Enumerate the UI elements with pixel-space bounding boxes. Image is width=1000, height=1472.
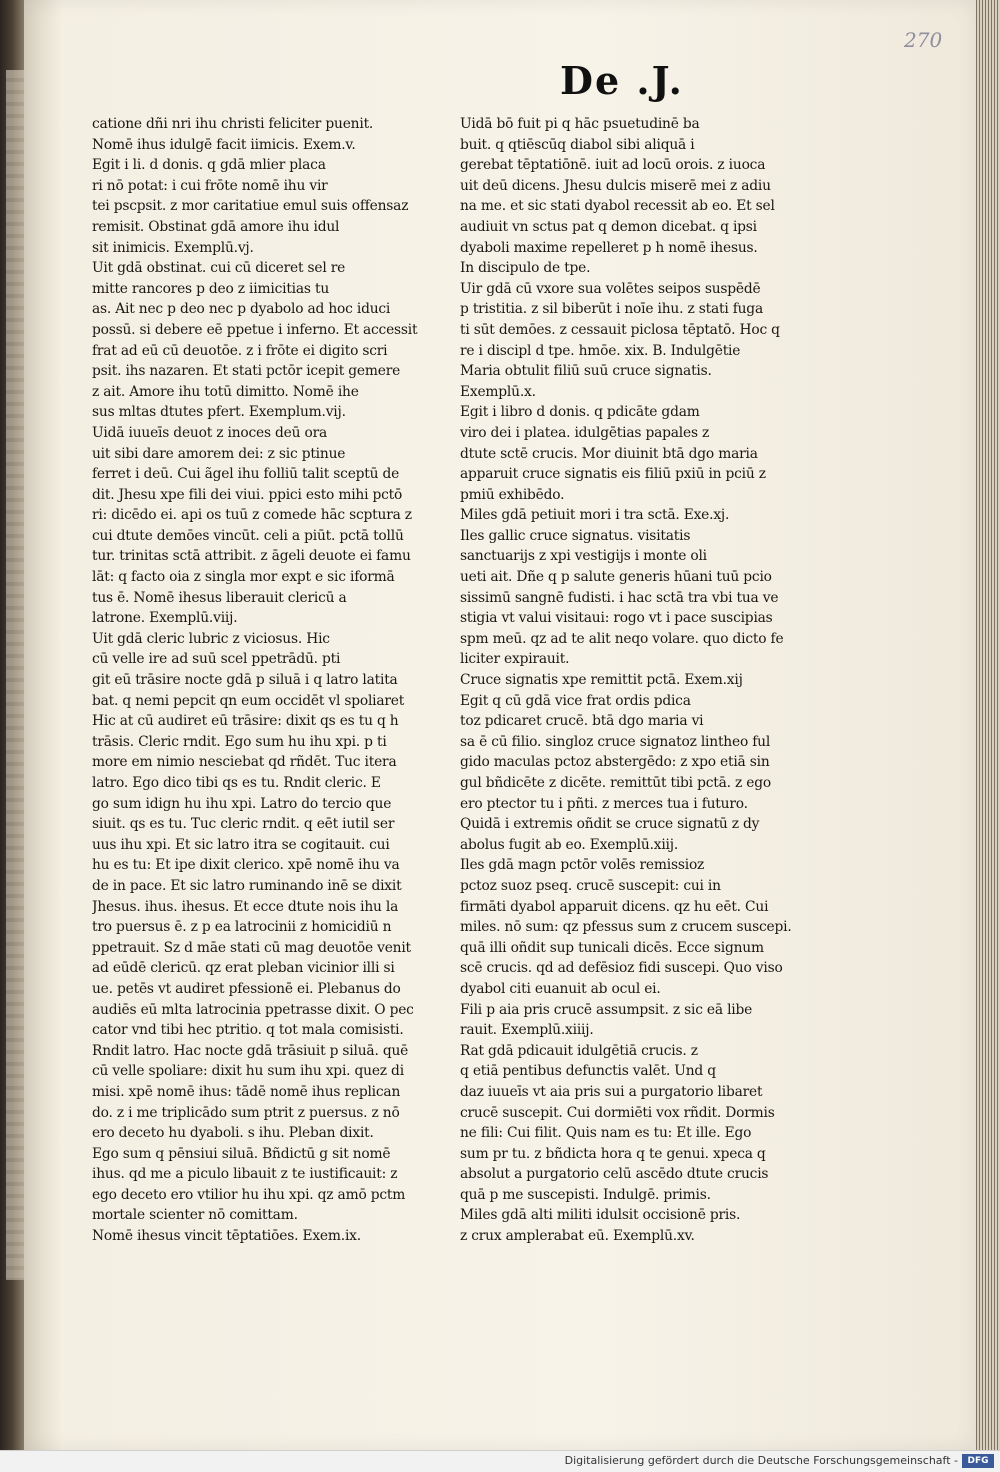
text-line: dtute sctē crucis. Mor diuinit btā dgo maria [460, 445, 758, 462]
text-line: re i discipl d tpe. hmōe. xix. B. Indulgētie [460, 342, 741, 359]
text-line: sanctuarijs z xpi vestigijs i monte oli [460, 548, 707, 565]
text-line: misi. xpē nomē ihus: tādē nomē ihus replican [92, 1083, 401, 1100]
text-line: tur. trinitas sctā attribit. z āgeli deuote ei famu [92, 548, 411, 565]
text-line: ero deceto hu dyaboli. s ihu. Pleban dixit. [92, 1125, 374, 1142]
text-line: ri nō potat: i cui frōte nomē ihu vir [92, 177, 328, 194]
text-line: psit. ihs nazaren. Et stati pctōr icepit gemere [92, 363, 401, 380]
text-line: Exemplū.x. [460, 383, 536, 400]
text-line: lāt: q facto oia z singla mor expt e sic iformā [92, 569, 395, 586]
text-line: Miles gdā alti militi idulsit occisionē pris. [460, 1207, 741, 1224]
text-line: ferret i deū. Cui ãgel ihu folliū talit sceptū de [92, 466, 400, 483]
text-line: ad eūdē clericū. qz erat pleban vicinior illi si [92, 960, 395, 977]
text-line: siuit. qs es tu. Tuc cleric rndit. q eēt iutil ser [92, 816, 395, 833]
text-line: liciter expirauit. [460, 651, 570, 668]
text-line: abolus fugit ab eo. Exemplū.xiij. [460, 836, 679, 853]
text-line: sus mltas dtutes pfert. Exemplum.vij. [92, 404, 346, 421]
text-line: mitte rancores p deo z iimicitias tu [92, 280, 330, 297]
text-line: miles. nō sum: qz pfessus sum z crucem suscepi. [460, 919, 792, 936]
text-line: more em nimio nesciebat qd rñdēt. Tuc itera [92, 754, 397, 771]
text-line: viro dei i platea. idulgētias papales z [460, 424, 710, 441]
text-line: absolut a purgatorio celū ascēdo dtute crucis [460, 1166, 769, 1183]
text-line: daz iuueīs vt aia pris sui a purgatorio libaret [460, 1083, 763, 1100]
text-line: tus ē. Nomē ihesus liberauit clericū a [92, 589, 347, 606]
funding-notice: Digitalisierung gefördert durch die Deutsche Forschungsgemeinschaft - [564, 1454, 958, 1467]
text-line: tro puersus ē. z p ea latrocinii z homicidiū n [92, 919, 392, 936]
text-line: cui dtute demōes vincūt. celi a piūt. pctā tollū [92, 527, 404, 544]
text-line: remisit. Obstinat gdā amore ihu idul [92, 218, 340, 235]
text-line: stigia vt valui visitaui: rogo vt i pace suscipias [460, 610, 773, 627]
text-line: Nomē ihesus vincit tēptatiōes. Exem.ix. [92, 1228, 361, 1245]
text-line: dyaboli maxime repelleret p h nomē ihesus. [460, 239, 758, 256]
text-line: cū velle spoliare: dixit hu sum ihu xpi. quez di [92, 1063, 404, 1080]
text-line: do. z i me triplicādo sum ptrit z puersus. z nō [92, 1104, 400, 1121]
text-line: Nomē ihus idulgē facit iimicis. Exem.v. [92, 136, 356, 153]
text-line: toz pdicaret crucē. btā dgo maria vi [460, 713, 704, 730]
text-line: bat. q nemi pepcit qn eum occidēt vl spoliaret [92, 692, 405, 709]
text-line: rauit. Exemplū.xiiij. [460, 1022, 594, 1039]
text-line: ihus. qd me a piculo libauit z te iustificauit: z [92, 1166, 398, 1183]
text-line: sit inimicis. Exemplū.vj. [92, 239, 254, 256]
text-line: ueti ait. Dñe q p salute generis hūani tuū pcio [460, 569, 772, 586]
text-line: ti sūt demōes. z cessauit piclosa tēptatō. Hoc q [460, 321, 780, 338]
text-line: Uidā bō fuit pi q hāc psuetudinē ba [460, 116, 700, 132]
text-line: tei pscpsit. z mor caritatiue emul suis offensaz [92, 198, 409, 215]
text-line: git eū trāsire nocte gdā p siluā i q latro latita [92, 672, 398, 689]
text-line: crucē suscepit. Cui dormiēti vox rñdit. Dormis [460, 1104, 775, 1121]
page-stack-edge [976, 0, 1000, 1450]
text-column-right [460, 114, 798, 1247]
text-line: ero ptector tu i pñti. z merces tua i futuro. [460, 795, 748, 812]
text-line: quā illi oñdit sup tunicali dicēs. Ecce signum [460, 939, 764, 956]
text-line: ppetrauit. Sz d māe stati cū mag deuotōe venit [92, 939, 411, 956]
text-line: uit sibi dare amorem dei: z sic ptinue [92, 445, 346, 462]
text-line: audiēs eū mlta latrocinia ppetrasse dixit. O pec [92, 1001, 414, 1018]
text-line: latro. Ego dico tibi qs es tu. Rndit cleric. E [92, 775, 381, 791]
text-line: ri: dicēdo ei. api os tuū z comede hāc scptura z [92, 507, 412, 524]
text-line: na me. et sic stati dyabol recessit ab eo. Et sel [460, 198, 775, 215]
text-line: Quidā i extremis oñdit se cruce signatū z dy [460, 816, 760, 833]
text-line: mortale scienter nō comittam. [92, 1207, 298, 1224]
text-line: buit. q qtiēscūq diabol sibi aliquā i [460, 136, 695, 153]
text-line: pctoz suoz pseq. crucē suscepit: cui in [460, 877, 721, 894]
text-line: scē crucis. qd ad defēsioz fidi suscepi. Quo viso [460, 960, 783, 977]
dfg-logo: DFG [962, 1454, 994, 1468]
text-line: hu es tu: Et ipe dixit clerico. xpē nomē ihu va [92, 857, 400, 874]
text-line: p tristitia. z sil biberūt i noīe ihu. z stati fuga [460, 301, 763, 318]
text-line: Uit gdā obstinat. cui cū diceret sel re [92, 260, 346, 277]
text-line: Iles gallic cruce signatus. visitatis [460, 527, 691, 544]
text-line: Fili p aia pris crucē assumpsit. z sic eā libe [460, 1001, 753, 1018]
text-line: sa ē cū filio. singloz cruce signatoz lintheo ful [460, 733, 771, 750]
text-line: catione dñi nri ihu christi feliciter puenit. [92, 116, 374, 132]
text-line: Egit i li. d donis. q gdā mlier placa [92, 157, 326, 174]
text-line: audiuit vn sctus pat q demon dicebat. q ipsi [460, 218, 757, 235]
text-line: Uidā iuueīs deuot z inoces deū ora [92, 424, 328, 441]
text-line: ne fili: Cui filit. Quis nam es tu: Et ille. Ego [460, 1125, 752, 1142]
text-line: Hic at cū audiret eū trāsire: dixit qs es tu q h [92, 713, 399, 730]
text-line: Egit q cū gdā vice frat ordis pdica [460, 692, 691, 709]
text-line: z crux amplerabat eū. Exemplū.xv. [460, 1228, 695, 1245]
text-line: cū velle ire ad suū scel ppetrādū. pti [92, 651, 341, 668]
text-line: latrone. Exemplū.viij. [92, 610, 238, 627]
running-head: De .J. [560, 58, 684, 103]
text-line: Ego sum q pēnsiui siluā. Bñdictū g sit nomē [92, 1145, 391, 1162]
folio-number: 270 [904, 28, 943, 52]
text-line: apparuit cruce signatis eis filiū pxiū in pciū z [460, 466, 766, 483]
text-line: z ait. Amore ihu totū dimitto. Nomē ihe [92, 383, 359, 400]
text-line: uus ihu xpi. Et sic latro itra se cogitauit. cui [92, 836, 390, 853]
text-line: possū. si debere eē ppetue i inferno. Et accessit [92, 321, 418, 338]
text-line: In discipulo de tpe. [460, 260, 591, 277]
text-line: gul bñdicēte z dicēte. remittūt tibi pctā. z ego [460, 775, 771, 791]
text-line: Egit i libro d donis. q pdicāte gdam [460, 404, 700, 421]
text-line: pmiū exhibēdo. [460, 486, 565, 503]
text-line: ego deceto ero vtilior hu ihu xpi. qz amō pctm [92, 1186, 406, 1203]
text-line: gerebat tēptatiōnē. iuit ad locū orois. z iuoca [460, 157, 766, 174]
text-line: de in pace. Et sic latro ruminando inē se dixit [92, 877, 402, 894]
text-line: Maria obtulit filiū suū cruce signatis. [460, 363, 712, 380]
text-line: ue. petēs vt audiret pfessionē ei. Plebanus do [92, 980, 401, 997]
footer-bar [0, 1450, 1000, 1472]
text-line: sum pr tu. z bñdicta hora q te genui. xpeca q [460, 1145, 766, 1162]
text-line: Rat gdā pdicauit idulgētiā crucis. z [460, 1042, 698, 1059]
text-line: uit deū dicens. Jhesu dulcis miserē mei z adiu [460, 177, 771, 194]
text-line: gido maculas pctoz abstergēdo: z xpo etiā sin [460, 754, 770, 771]
text-line: trāsis. Cleric rndit. Ego sum hu ihu xpi. p ti [92, 733, 387, 750]
text-line: Uir gdā cū vxore sua volētes seipos suspēdē [460, 280, 761, 297]
text-line: frat ad eū cū deuotōe. z i frōte ei digito scri [92, 342, 388, 359]
text-line: Uit gdā cleric lubric z viciosus. Hic [92, 630, 330, 647]
text-line: dit. Jhesu xpe fili dei viui. ppici esto mihi pctō [92, 486, 403, 503]
text-line: as. Ait nec p deo nec p dyabolo ad hoc iduci [92, 301, 391, 318]
text-column-left [92, 114, 432, 1247]
text-line: q etiā pentibus defunctis valēt. Und q [460, 1063, 716, 1080]
text-line: Iles gdā magn pctōr volēs remissioz [460, 857, 705, 874]
text-line: Miles gdā petiuit mori i tra sctā. Exe.xj. [460, 507, 730, 524]
text-line: dyabol citi euanuit ab ocul ei. [460, 980, 661, 997]
text-line: Cruce signatis xpe remittit pctā. Exem.xij [460, 672, 743, 689]
text-line: Rndit latro. Hac nocte gdā trāsiuit p siluā. quē [92, 1042, 409, 1059]
text-line: Jhesus. ihus. ihesus. Et ecce dtute nois ihu la [92, 898, 399, 915]
text-line: sissimū sangnē fudisti. i hac sctā tra vbi tua ve [460, 589, 779, 606]
text-line: quā p me suscepisti. Indulgē. primis. [460, 1186, 711, 1203]
text-line: go sum idign hu ihu xpi. Latro do tercio que [92, 795, 392, 812]
text-line: spm meū. qz ad te alit neqo volare. quo dicto fe [460, 630, 784, 647]
text-line: cator vnd tibi hec ptritio. q tot mala comisisti. [92, 1022, 404, 1039]
text-line: firmāti dyabol apparuit dicens. qz hu eēt. Cui [460, 898, 769, 915]
